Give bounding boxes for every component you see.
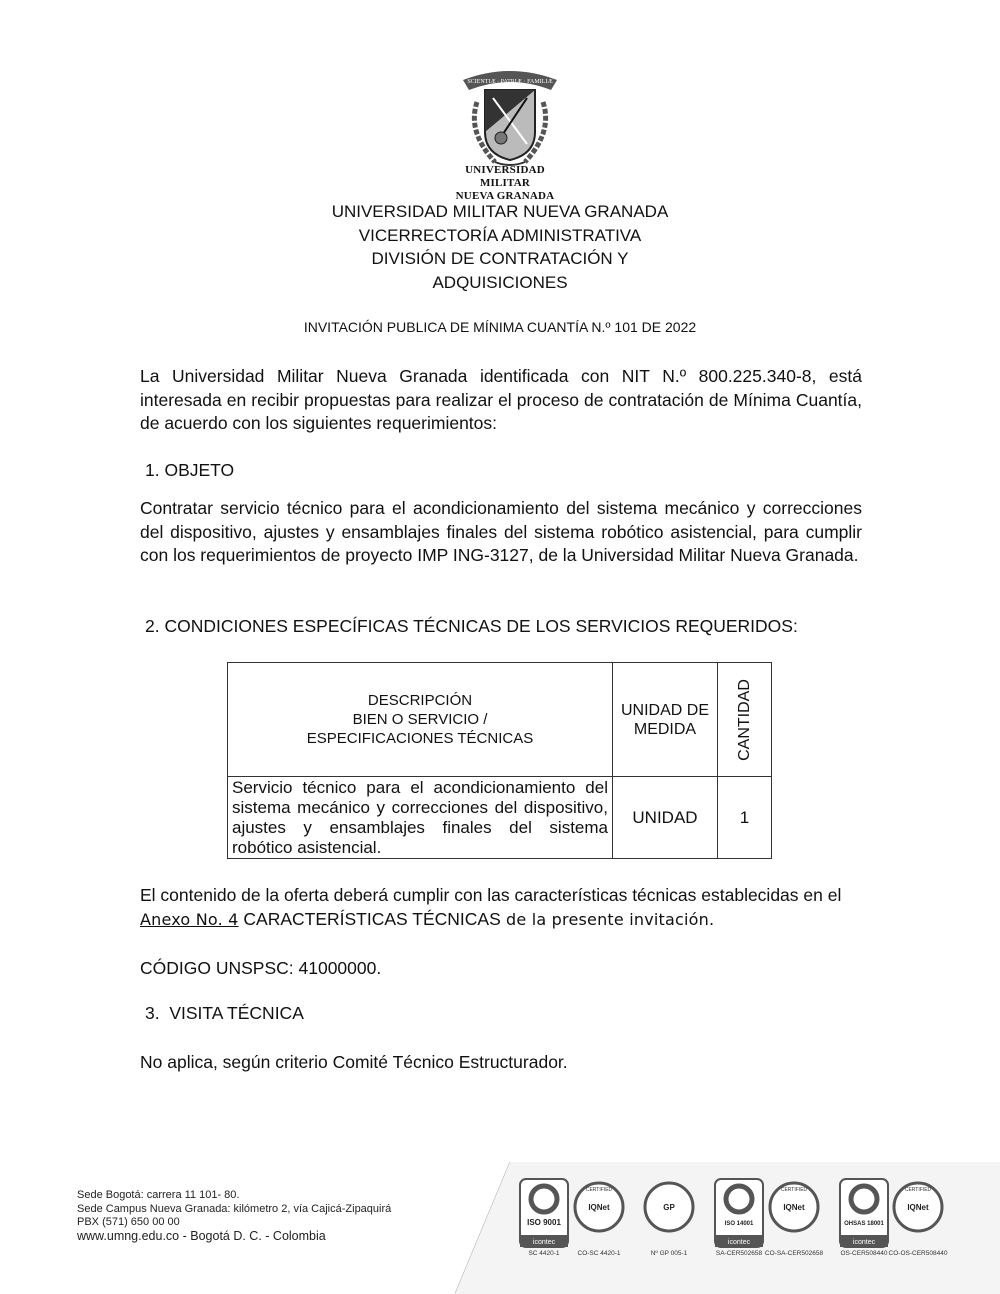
certification-seal <box>713 1177 765 1249</box>
anexo-4-link[interactable]: Anexo No. 4 <box>140 909 239 929</box>
header-unit <box>613 663 718 777</box>
seal-brand: CERTIFIED <box>780 1187 808 1193</box>
row-description: Servicio técnico para el acondicionamiento del sistema mecánico y correcciones del dispositivo, ajustes y ensamblajes finales del sistema robótico asistencial. <box>228 777 613 859</box>
seal-code: OS-CER508440 <box>840 1250 888 1257</box>
section-3-title: VISITA TÉCNICA <box>169 1003 304 1023</box>
certification-seal <box>768 1177 820 1249</box>
seal-code: Nº GP 005-1 <box>650 1250 688 1257</box>
row-unit: UNIDAD <box>613 777 718 859</box>
section-3-number: 3. <box>145 1003 160 1023</box>
certification-seal <box>838 1177 890 1249</box>
seal-brand: icontec <box>727 1239 751 1246</box>
header-unit-line-1: UNIDAD DE <box>620 701 709 719</box>
header-vicerrectoria: VICERRECTORÍA ADMINISTRATIVA <box>358 225 642 245</box>
seal-code: CO-SA-CER502658 <box>764 1250 824 1257</box>
header-desc-line-2: BIEN O SERVICIO / <box>352 711 488 728</box>
specifications-table <box>227 662 772 859</box>
seal-label: IQNet <box>783 1203 805 1212</box>
seal-brand: icontec <box>852 1239 876 1246</box>
seal-code: SC 4420-1 <box>528 1250 560 1257</box>
section-2-heading: 2. CONDICIONES ESPECÍFICAS TÉCNICAS DE LOS SERVICIOS REQUERIDOS: <box>145 616 798 636</box>
header-division-cont: ADQUISICIONES <box>432 272 568 292</box>
seal-label: OHSAS 18001 <box>844 1221 884 1227</box>
seal-brand: icontec <box>532 1239 556 1246</box>
header-description <box>228 663 613 777</box>
certification-seal <box>518 1177 570 1249</box>
header-unit-line-2: MEDIDA <box>633 720 697 738</box>
seal-brand: CERTIFIED <box>585 1187 613 1193</box>
seal-code: SA-CER502658 <box>715 1250 763 1257</box>
offer-paragraph <box>140 884 862 931</box>
header-desc-line-1: DESCRIPCIÓN <box>367 692 473 709</box>
seal-brand: CERTIFIED <box>904 1187 932 1193</box>
row-quantity: 1 <box>718 777 772 859</box>
section-3-body: No aplica, según criterio Comité Técnico Estructurador. <box>140 1052 568 1072</box>
table-header-row <box>228 663 772 777</box>
seal-label: ISO 14001 <box>724 1221 754 1227</box>
header-desc-line-3: ESPECIFICACIONES TÉCNICAS <box>306 730 534 747</box>
seal-code: CO-SC 4420-1 <box>577 1250 621 1257</box>
section-1-body: Contratar servicio técnico para el acondicionamiento del sistema mecánico y correcciones del dispositivo, ajustes y ensamblajes finales del sistema robótico asistencial, para cumplir con los requerimientos de proyecto IMP ING-3127, de la Universidad Militar Nueva Granada. <box>140 498 862 565</box>
certification-seal <box>892 1177 944 1249</box>
intro-paragraph: La Universidad Militar Nueva Granada identificada con NIT N.º 800.225.340-8, está interesada en recibir propuestas para realizar el proceso de contratación de Mínima Cuantía, de acuerdo con los siguientes requerimientos: <box>140 366 862 433</box>
logo-line-2: NUEVA GRANADA <box>455 190 555 202</box>
table-row <box>228 777 772 859</box>
seal-label: ISO 9001 <box>527 1218 561 1227</box>
logo-line-1: UNIVERSIDAD MILITAR <box>465 164 545 189</box>
footer-line-3: PBX (571) 650 00 00 <box>77 1216 180 1228</box>
certification-seal <box>643 1177 695 1249</box>
seal-label: GP <box>663 1203 675 1212</box>
offer-text-mid: CARACTERÍSTICAS TÉCNICAS <box>238 908 501 929</box>
seal-label: IQNet <box>588 1203 610 1212</box>
seal-code: CO-OS-CER508440 <box>888 1250 948 1257</box>
footer-address <box>77 1189 391 1243</box>
header-university: UNIVERSIDAD MILITAR NUEVA GRANADA <box>331 202 669 221</box>
header-quantity-label: CANTIDAD <box>735 678 753 761</box>
section-3-heading <box>145 1003 304 1024</box>
header-quantity <box>718 663 772 777</box>
footer-line-1: Sede Bogotá: carrera 11 101- 80. <box>77 1189 240 1201</box>
offer-text-start: El contenido de la oferta deberá cumplir con las características técnicas establecidas en el <box>140 885 842 905</box>
header-division: DIVISIÓN DE CONTRATACIÓN Y <box>371 249 629 268</box>
offer-text-end: de la presente invitación. <box>500 909 715 929</box>
footer-website[interactable]: www.umng.edu.co - Bogotá D. C. - Colombia <box>77 1228 326 1243</box>
unspsc-code: CÓDIGO UNSPSC: 41000000. <box>140 958 382 978</box>
invitation-title: INVITACIÓN PUBLICA DE MÍNIMA CUANTÍA N.º 101 DE 2022 <box>303 319 697 335</box>
section-1-heading: 1. OBJETO <box>145 460 235 480</box>
certification-seal <box>573 1177 625 1249</box>
svg-text:SCIENTIÆ · PATRIÆ · FAMILIÆ: SCIENTIÆ · PATRIÆ · FAMILIÆ <box>467 79 553 85</box>
document-header <box>0 200 1000 294</box>
logo-wordmark <box>440 164 570 203</box>
seal-label: IQNet <box>907 1203 929 1212</box>
footer-line-2: Sede Campus Nueva Granada: kilómetro 2, vía Cajicá-Zipaquirá <box>77 1202 392 1215</box>
